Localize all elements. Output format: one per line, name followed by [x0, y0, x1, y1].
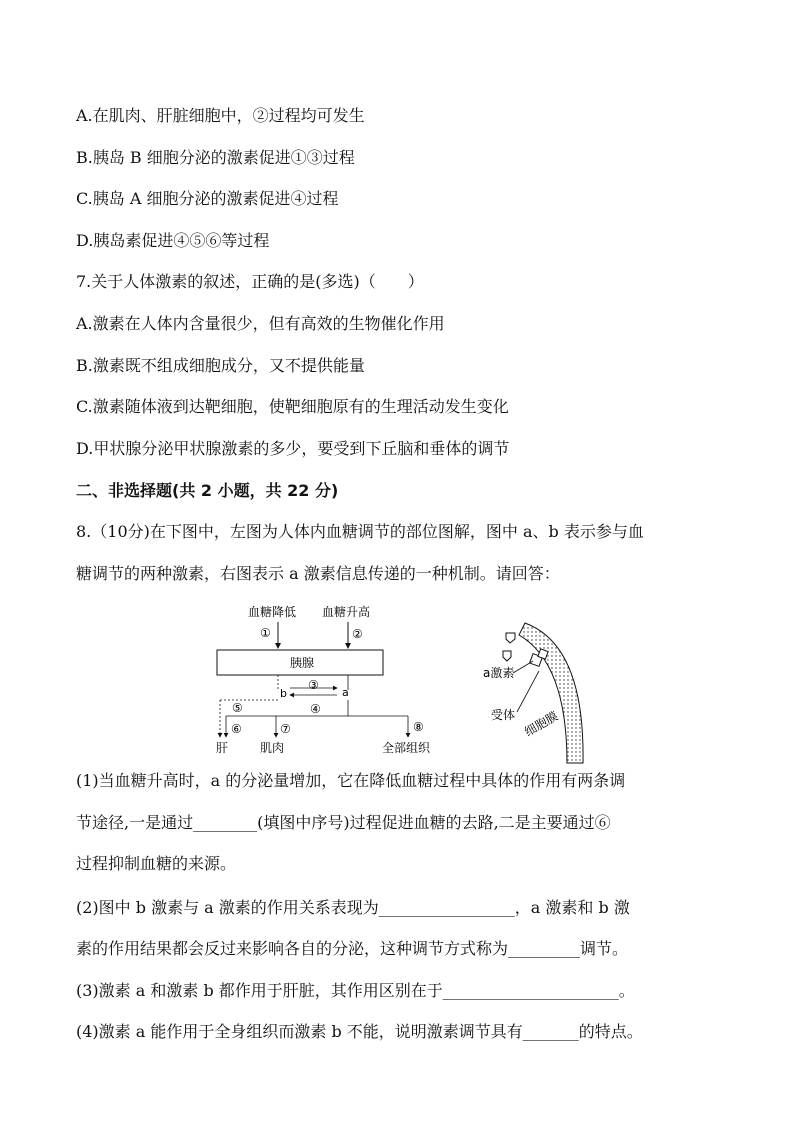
q7-option-a: A.激素在人体内含量很少，但有高效的生物催化作用 — [76, 314, 445, 333]
all-tissue-label: 全部组织 — [382, 741, 431, 755]
label-blood-sugar-high: 血糖升高 — [322, 605, 371, 619]
step-6-label: ⑥ — [231, 722, 242, 736]
muscle-label: 肌肉 — [260, 741, 285, 755]
hormone-receptor-diagram — [475, 615, 595, 765]
hormone-molecule-icon — [506, 633, 515, 643]
q8-sub2-line2: 素的作用结果都会反过来影响各自的分泌，这种调节方式称为_________调节。 — [76, 939, 629, 958]
step-1-label: ① — [260, 626, 271, 640]
q7-option-b: B.激素既不组成细胞成分，又不提供能量 — [76, 356, 365, 375]
q8-sub1-line1: (1)当血糖升高时，a 的分泌量增加，它在降低血糖过程中具体的作用有两条调 — [76, 771, 626, 790]
q6-option-a: A.在肌肉、肝脏细胞中，②过程均可发生 — [76, 106, 365, 125]
step-4-label: ④ — [310, 702, 321, 716]
q8-sub1-line3: 过程抑制血糖的来源。 — [76, 854, 237, 873]
q8-sub1-line2: 节途径,一是通过________(填图中序号)过程促进血糖的去路,二是主要通过⑥ — [76, 813, 611, 832]
step-7-label: ⑦ — [280, 722, 291, 736]
q6-option-b: B.胰岛 B 细胞分泌的激素促进①③过程 — [76, 148, 355, 167]
hormone-molecule-icon — [503, 651, 511, 661]
hormone-a-caption: a激素 — [483, 666, 515, 680]
pancreas-label: 胰腺 — [290, 656, 315, 670]
q8-sub3: (3)激素 a 和激素 b 都作用于肝脏，其作用区别在于______________________。 — [76, 981, 635, 1000]
cell-membrane-shape — [519, 623, 583, 763]
section-title: 二、非选择题(共 2 小题，共 22 分) — [76, 481, 339, 500]
q8-sub4: (4)激素 a 能作用于全身组织而激素 b 不能，说明激素调节具有_______的特点。 — [76, 1022, 643, 1041]
step-2-label: ② — [352, 627, 363, 641]
q6-option-c: C.胰岛 A 细胞分泌的激素促进④过程 — [76, 189, 339, 208]
q6-option-d: D.胰岛素促进④⑤⑥等过程 — [76, 231, 270, 250]
q7-option-d: D.甲状腺分泌甲状腺激素的多少，要受到下丘脑和垂体的调节 — [76, 439, 510, 458]
q7-stem: 7.关于人体激素的叙述，正确的是(多选)（ ） — [76, 272, 424, 291]
label-blood-sugar-low: 血糖降低 — [248, 605, 297, 619]
receptor-caption: 受体 — [491, 708, 516, 722]
hormone-b-label: b — [280, 687, 287, 700]
step-8-label: ⑧ — [413, 720, 424, 734]
q8-stem-line1: 8.（10分)在下图中，左图为人体内血糖调节的部位图解，图中 a、b 表示参与血 — [76, 522, 644, 541]
step-5-label: ⑤ — [232, 701, 243, 715]
cell-membrane-caption: 细胞膜 — [522, 708, 561, 740]
liver-label: 肝 — [216, 741, 229, 755]
q8-stem-line2: 糖调节的两种激素，右图表示 a 激素信息传递的一种机制。请回答： — [76, 564, 560, 583]
blood-sugar-diagram — [210, 600, 450, 760]
hormone-a-label: a — [342, 686, 349, 699]
step-3-label: ③ — [308, 678, 319, 692]
q8-sub2-line1: (2)图中 b 激素与 a 激素的作用关系表现为_________________，a 激素和 b 激 — [76, 898, 630, 917]
q7-option-c: C.激素随体液到达靶细胞，使靶细胞原有的生理活动发生变化 — [76, 397, 509, 416]
